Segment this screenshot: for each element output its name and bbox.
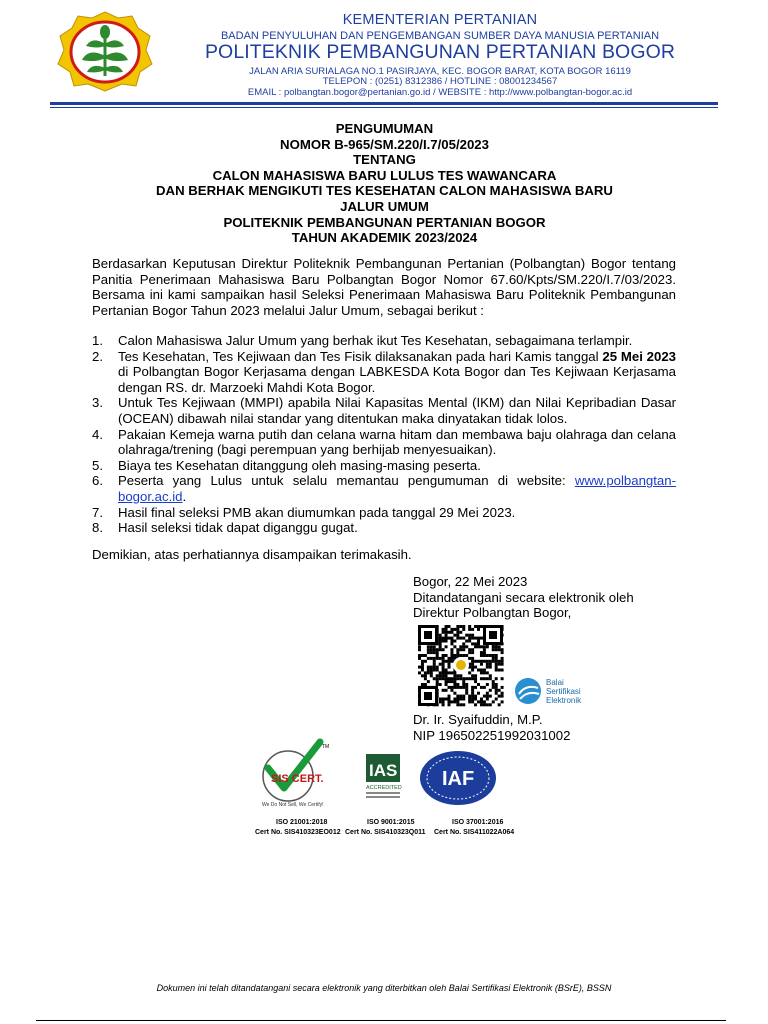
svg-text:TM: TM xyxy=(322,744,330,750)
bsre-logo-icon xyxy=(514,674,624,708)
signer-name: Dr. Ir. Syaifuddin, M.P. xyxy=(413,712,543,727)
title-line: TENTANG xyxy=(353,152,416,168)
list-item: 2. Tes Kesehatan, Tes Kejiwaan dan Tes Fisik dilaksanakan pada hari Kamis tanggal 25 Mei 2023 di Polbangtan Bogor Kerjasama dengan LABKESDA Kota Bogor dan Tes Kejiwaan Kerjasama dengan RS. dr. Marzoeki Mahdi Kota Bogor. xyxy=(92,348,677,395)
list-item: 7. Hasil final seleksi PMB akan diumumkan pada tanggal 29 Mei 2023. xyxy=(92,504,516,520)
title-line: DAN BERHAK MENGIKUTI TES KESEHATAN CALON MAHASISWA BARU xyxy=(156,183,613,199)
svg-text:Sertifikasi: Sertifikasi xyxy=(546,687,581,696)
iso-standard: ISO 21001:2018 xyxy=(276,819,328,826)
ministry-of-agriculture-seal-icon xyxy=(56,10,154,92)
address: JALAN ARIA SURIALAGA NO.1 PASIRJAYA, KEC. BOGOR BARAT, KOTA BOGOR 16119 xyxy=(249,66,631,77)
title-line: CALON MAHASISWA BARU LULUS TES WAWANCARA xyxy=(212,167,557,183)
title-line: JALUR UMUM xyxy=(340,198,429,214)
qr-code-icon xyxy=(416,623,505,708)
certification-logos xyxy=(252,738,524,816)
svg-text:IAF: IAF xyxy=(442,768,475,790)
cert-number: Cert No. SIS411022A064 xyxy=(434,829,515,836)
intro-paragraph: Berdasarkan Keputusan Direktur Politeknik Pembangunan Pertanian (Polbangtan) Bogor tentang Panitia Penerimaan Mahasiswa Baru Polbangtan Bogor Nomor 67.60/Kpts/SM.220/I.7/03/2023. Bersama ini kami sampaikan hasil Seleksi Penerimaan Mahasiswa Baru Politeknik Pembangunan Pertanian Bogor Tahun 2023 melalui Jalur Umum, sebagai berikut : xyxy=(92,256,676,318)
cert-number: Cert No. SIS410323Q011 xyxy=(345,829,426,836)
footer-divider xyxy=(36,1020,726,1021)
cert-number: Cert No. SIS410323EO012 xyxy=(255,829,341,836)
iaf-logo-icon xyxy=(420,751,496,805)
signature-line: Direktur Polbangtan Bogor, xyxy=(413,605,572,620)
phone: TELEPON : (0251) 8312386 / HOTLINE : 08001234567 xyxy=(322,76,558,87)
list-item: 1. Calon Mahasiswa Jalur Umum yang berhak ikut Tes Kesehatan, sebagaimana terlampir. xyxy=(92,333,633,348)
list-item: 3. Untuk Tes Kejiwaan (MMPI) apabila Nilai Kapasitas Mental (IKM) dan Nilai Kepribadian Dasar (OCEAN) dibawah nilai standar yang ditentukan maka dinyatakan tidak lolos. xyxy=(92,395,676,426)
list-item: 6. Peserta yang Lulus untuk selalu memantau pengumuman di website: www.polbangtan-bogor.ac.id. xyxy=(92,473,676,504)
website-link[interactable]: www.polbangtan-bogor.ac.id xyxy=(118,473,676,504)
title-line: POLITEKNIK PEMBANGUNAN PERTANIAN BOGOR xyxy=(223,214,546,230)
email-website: EMAIL : polbangtan.bogor@pertanian.go.id / WEBSITE : http://www.polbangtan-bogor.ac.id xyxy=(247,87,633,98)
list-item: 4. Pakaian Kemeja warna putih dan celana warna hitam dan membawa baju olahraga dan celana olahraga/trening (bagi perempuan yang berhijab menyesuaikan). xyxy=(92,426,676,458)
svg-text:IAS: IAS xyxy=(369,761,398,780)
test-date: 25 Mei 2023 xyxy=(602,348,677,364)
svg-text:SIS CERT.: SIS CERT. xyxy=(271,773,324,785)
title-line: TAHUN AKADEMIK 2023/2024 xyxy=(291,230,478,246)
title-number: NOMOR B-965/SM.220/I.7/05/2023 xyxy=(280,136,489,152)
list-item: 5. Biaya tes Kesehatan ditanggung oleh masing-masing peserta. xyxy=(92,457,481,473)
closing-sentence: Demikian, atas perhatiannya disampaikan terimakasih. xyxy=(92,547,412,562)
siscert-logo-icon xyxy=(262,742,329,808)
agency-name: BADAN PENYULUHAN DAN PENGEMBANGAN SUMBER DAYA MANUSIA PERTANIAN xyxy=(220,30,660,42)
iso-standard: ISO 37001:2016 xyxy=(452,819,504,826)
signature-place-date: Bogor, 22 Mei 2023 xyxy=(413,574,528,589)
announcement-title xyxy=(92,121,677,246)
svg-text:ACCREDITED: ACCREDITED xyxy=(366,785,402,791)
svg-text:Elektronik: Elektronik xyxy=(546,696,582,705)
ias-logo-icon xyxy=(366,754,402,798)
footer-note: Dokumen ini telah ditandatangani secara elektronik yang diterbitkan oleh Balai Sertifikasi Elektronik (BSrE), BSSN xyxy=(156,983,612,993)
iso-standard: ISO 9001:2015 xyxy=(367,819,415,826)
announcement-list xyxy=(92,333,676,536)
header-divider-thin xyxy=(50,107,718,108)
ministry-name: KEMENTERIAN PERTANIAN xyxy=(342,12,538,28)
svg-text:We Do Not Sell, We Certify!: We Do Not Sell, We Certify! xyxy=(262,802,324,808)
institution-name: POLITEKNIK PEMBANGUNAN PERTANIAN BOGOR xyxy=(204,41,676,63)
list-item: 8. Hasil seleksi tidak dapat diganggu gugat. xyxy=(92,520,358,536)
svg-text:Balai: Balai xyxy=(546,678,564,687)
signature-line: Ditandatangani secara elektronik oleh xyxy=(413,590,634,605)
signer-nip: NIP 196502251992031002 xyxy=(413,728,571,743)
title-line: PENGUMUMAN xyxy=(335,121,434,136)
header-divider-thick xyxy=(50,102,718,105)
